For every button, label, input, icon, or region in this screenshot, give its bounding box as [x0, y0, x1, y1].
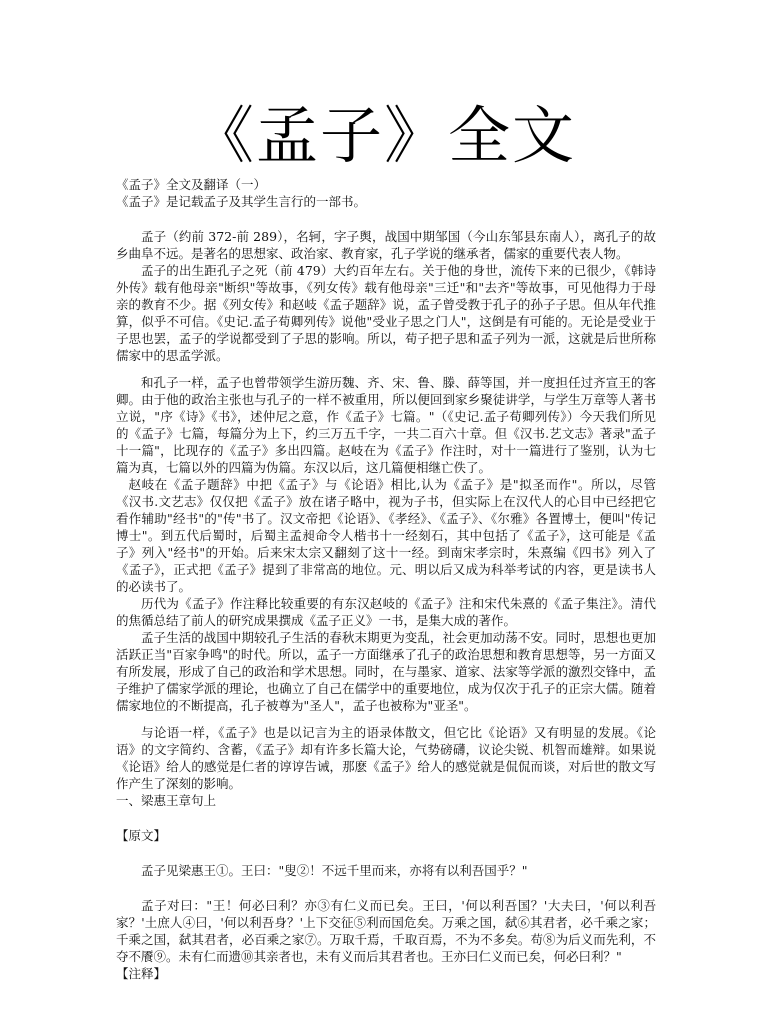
document-body — [116, 176, 656, 982]
spacer — [116, 809, 656, 827]
spacer — [116, 210, 656, 228]
original-paragraph-1: 孟子见梁惠王①。王曰："叟②！不远千里而来，亦将有以利吾国乎？" — [141, 863, 528, 878]
paragraph-literary-style: 与论语一样，《孟子》也是以记言为主的语录体散文，但它比《论语》又有明显的发展。《论语》的文字简约、含蓄，《孟子》却有许多长篇大论，气势磅礴，议论尖锐、机智而雄辩。如果说《论语》给人的感觉是仁者的谆谆告诫，那麽《孟子》给人的感觉就是侃侃而谈，对后世的散文写作产生了深刻的影响。 — [116, 725, 656, 791]
original-paragraph-2: 孟子对曰："王！何必曰利？亦③有仁义而已矣。王曰，'何以利吾国？'大夫曰，'何以利吾家？'土庶人④曰，'何以利吾身？'上下交征⑤利而国危矣。万乘之国，弑⑥其君者，必千乘之家；千乘之国，弑其君者，必百乘之家⑦。万取千焉，千取百焉，不为不多矣。苟⑧为后义而先利，不夺不餍⑨。未有仁而遗⑩其亲者也，未有义而后其君者也。王亦曰仁义而已矣，何必曰利？" — [116, 898, 656, 964]
spacer — [116, 714, 656, 724]
intro-line-2: 《孟子》是记载孟子及其学生言行的一部书。 — [116, 194, 367, 209]
notes-label: 【注释】 — [116, 966, 167, 981]
spacer — [116, 844, 656, 862]
spacer — [116, 364, 656, 374]
paragraph-birth-and-teachers: 孟子的出生距孔子之死（前 479）大约百年左右。关于他的身世，流传下来的已很少，《韩诗外传》载有他母亲"断织"等故事，《列女传》载有他母亲"三迁"和"去齐"等故事，可见他得力于母亲的教育不少。据《列女传》和赵岐《孟子题辞》说，孟子曾受教于孔子的孙子子思。但从年代推算，似乎不可信。《史记.孟子荀卿列传》说他"受业子思之门人"，这倒是有可能的。无论是受业于子思也罢，孟子的学说都受到了子思的影响。所以，荀子把子思和孟子列为一派，这就是后世所称儒家中的思孟学派。 — [116, 263, 656, 363]
paragraph-biography: 孟子（约前 372-前 289），名轲，字子舆，战国中期邹国（今山东邹县东南人），离孔子的故乡曲阜不远。是著名的思想家、政治家、教育家，孔子学说的继承者，儒家的重要代表人物。 — [116, 229, 656, 261]
spacer — [116, 879, 656, 897]
section-heading: 一、梁惠王章句上 — [116, 793, 217, 808]
page-title: 《孟子》全文 — [191, 99, 576, 172]
paragraph-status-of-text: 赵岐在《孟子题辞》中把《孟子》与《论语》相比,认为《孟子》是"拟圣而作"。所以，尽管《汉书.文艺志》仅仅把《孟子》放在诸子略中，视为子书，但实际上在汉代人的心目中已经把它看作辅助"经书"的"传"书了。汉文帝把《论语》、《孝经》、《孟子》、《尔雅》各置博士，便叫"传记博士"。到五代后蜀时，后蜀主孟昶命令人楷书十一经刻石，其中包括了《孟子》，这可能是《孟子》列入"经书"的开始。后来宋太宗又翻刻了这十一经。到南宋孝宗时，朱熹编《四书》列入了《孟子》，正式把《孟子》提到了非常高的地位。元、明以后又成为科举考试的内容，更是读书人的必读书了。 — [116, 477, 656, 594]
paragraph-historical-context: 孟子生活的战国中期较孔子生活的春秋末期更为变乱，社会更加动荡不安。同时，思想也更加活跃正当"百家争鸣"的时代。所以，孟子一方面继承了孔子的政治思想和教育思想等，另一方面又有所发展，形成了自己的政治和学术思想。同时，在与墨家、道家、法家等学派的激烈交锋中，孟子维护了儒家学派的理论，也确立了自己在儒学中的重要地位，成为仅次于孔子的正宗大儒。随着儒家地位的不断提高，孔子被尊为"圣人"，孟子也被称为"亚圣"。 — [116, 630, 656, 713]
intro-line-1: 《孟子》全文及翻译（一） — [116, 177, 267, 192]
paragraph-commentaries: 历代为《孟子》作注释比较重要的有东汉赵岐的《孟子》注和宋代朱熹的《孟子集注》。清代的焦循总结了前人的研究成果撰成《孟子正义》一书，是集大成的著作。 — [116, 596, 656, 628]
paragraph-travels-and-writing: 和孔子一样，孟子也曾带领学生游历魏、齐、宋、鲁、滕、薛等国，并一度担任过齐宣王的客卿。由于他的政治主张也与孔子的一样不被重用，所以便回到家乡聚徒讲学，与学生万章等人著书立说，"序《诗》《书》，述仲尼之意，作《孟子》七篇。"（《史记.孟子荀卿列传》）今天我们所见的《孟子》七篇，每篇分为上下，约三万五千字，一共二百六十章。但《汉书.艺文志》著录"孟子十一篇"，比现存的《孟子》多出四篇。赵岐在为《孟子》作注时，对十一篇进行了鉴别，认为七篇为真，七篇以外的四篇为伪篇。东汉以后，这几篇便相继亡佚了。 — [116, 375, 656, 475]
original-text-label: 【原文】 — [116, 828, 167, 843]
